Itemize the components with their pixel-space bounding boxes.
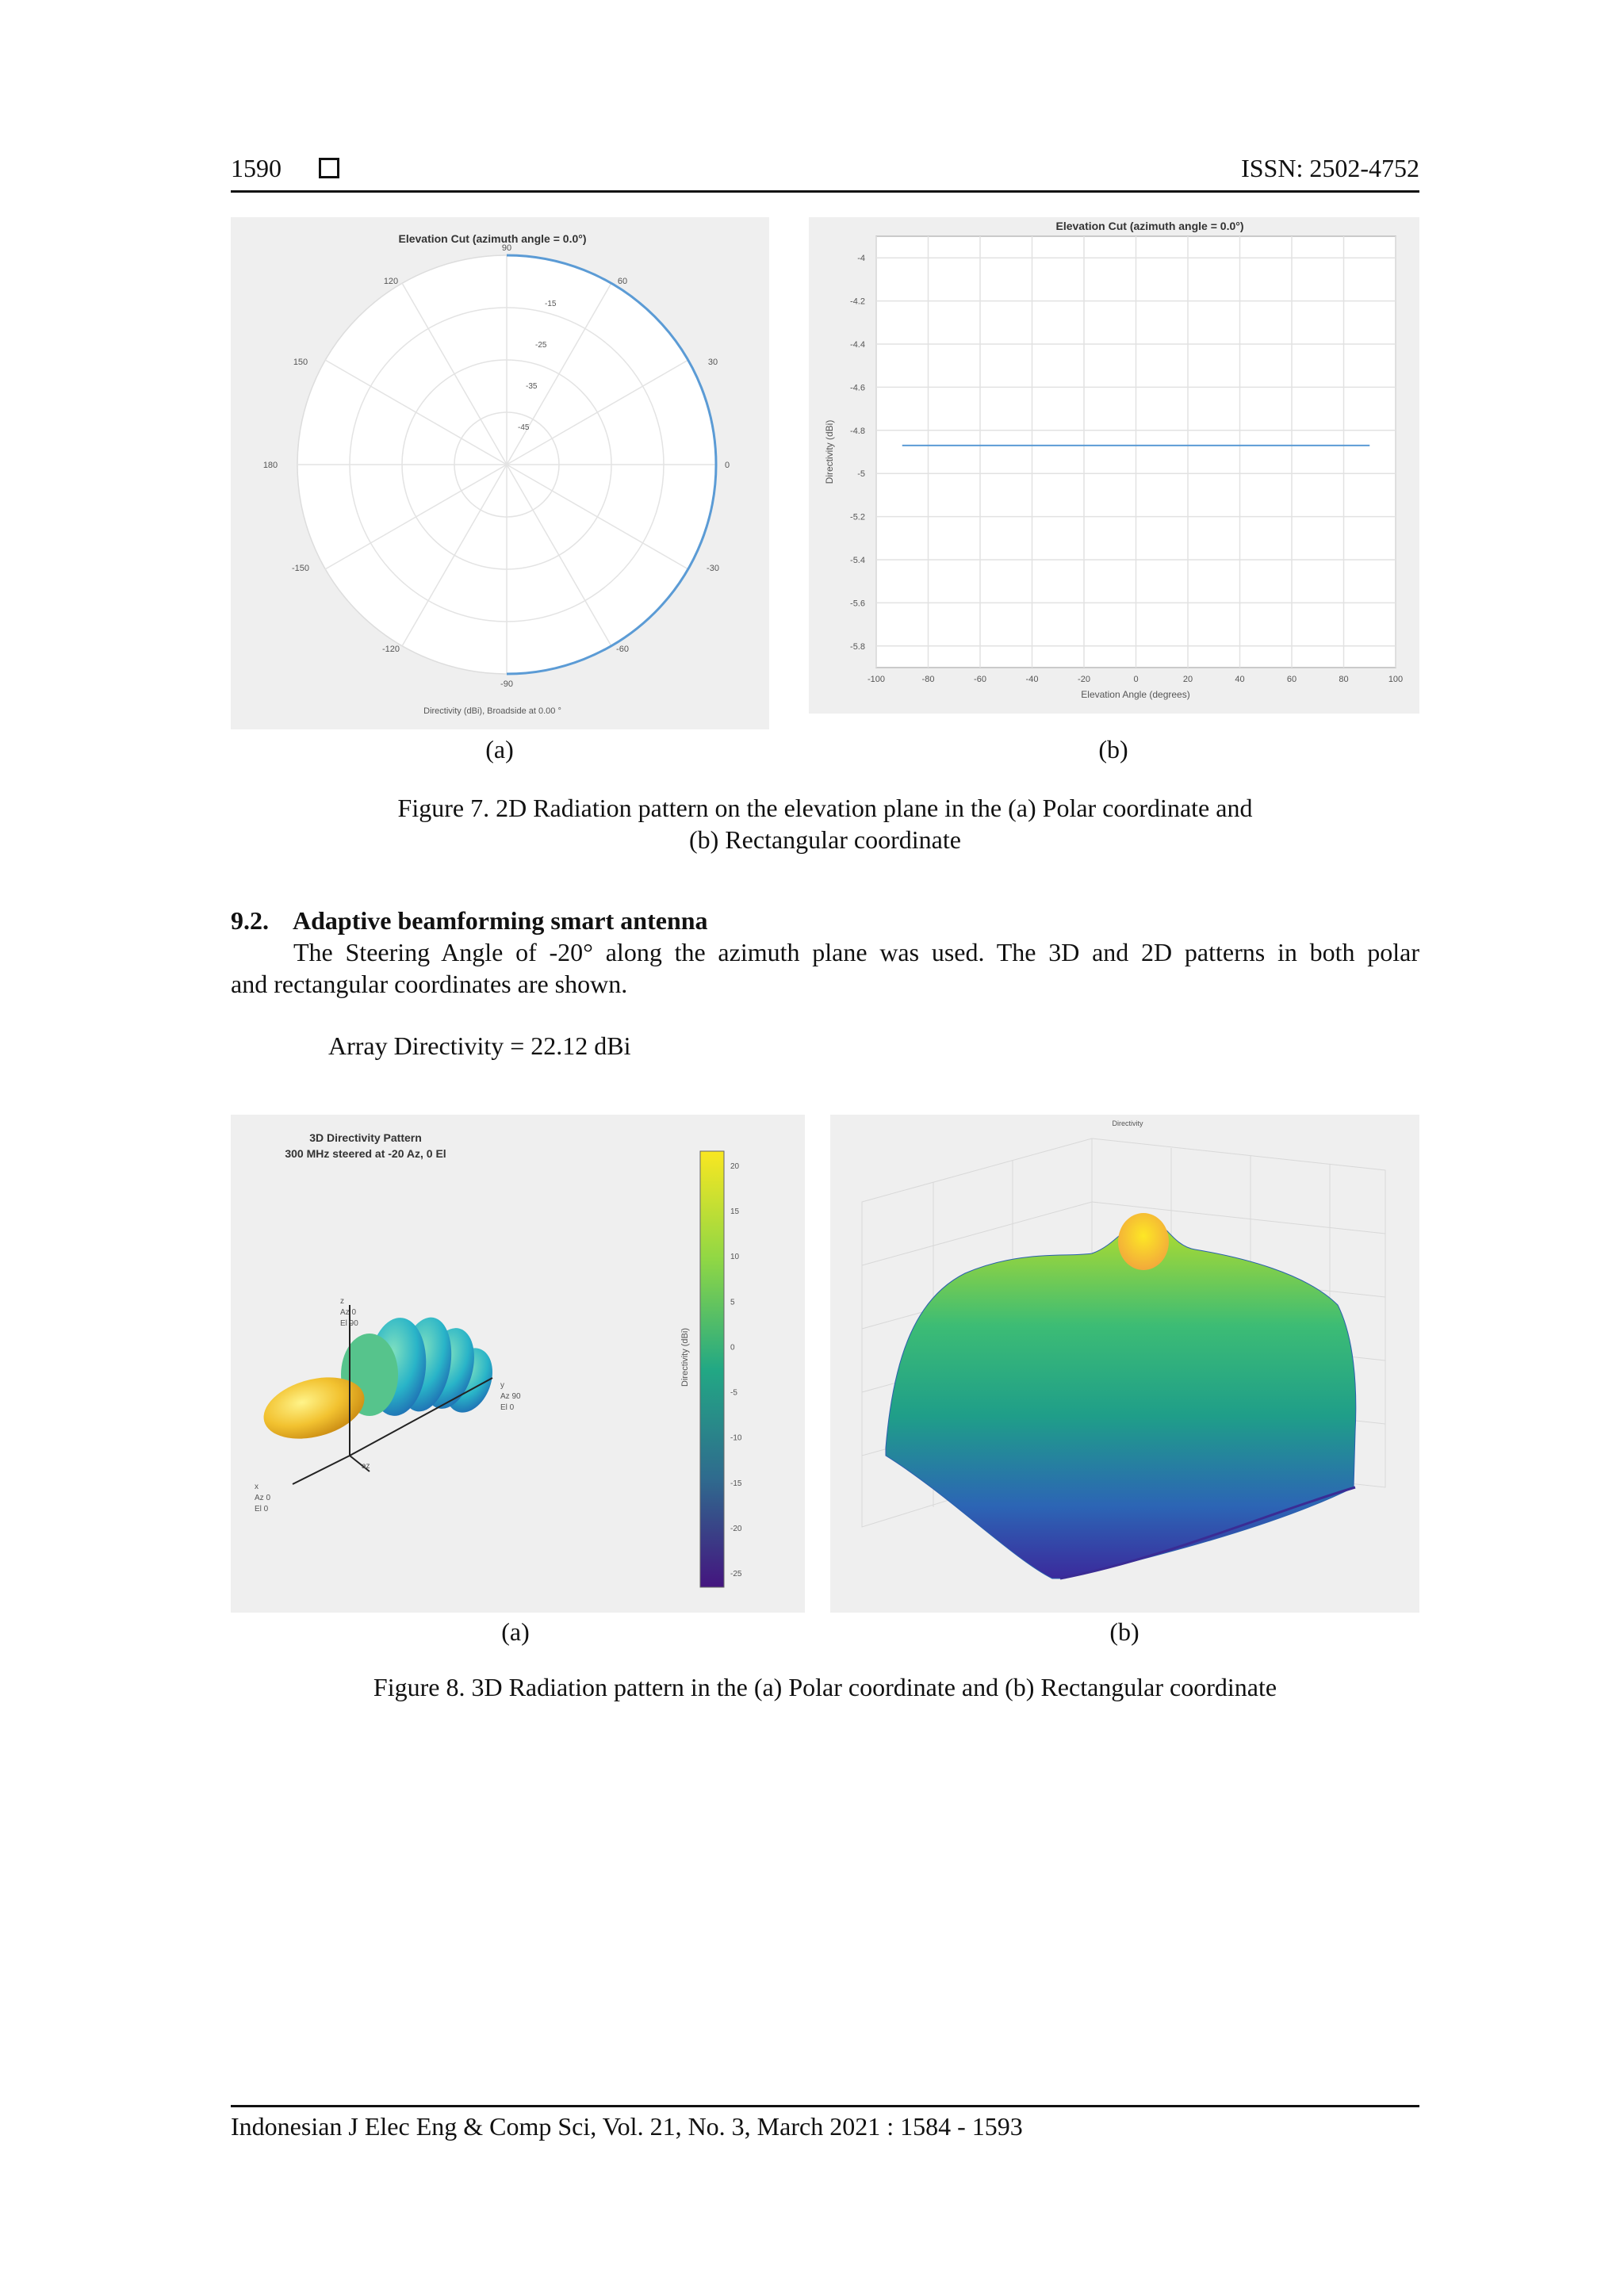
surface-mainlobe-peak	[1118, 1213, 1169, 1270]
z-axis-el: El 90	[340, 1319, 358, 1328]
x-axis-el: El 0	[255, 1505, 269, 1513]
array-directivity-equation: Array Directivity = 22.12 dBi	[328, 1031, 631, 1060]
polar-plot	[231, 217, 769, 729]
figure7-sublabel-a: (a)	[485, 735, 514, 763]
x-tick-label: -20	[1078, 675, 1090, 684]
polar-radial-label: -45	[518, 423, 530, 432]
surface3d-plot	[830, 1115, 1419, 1613]
pattern3d-title-line2: 300 MHz steered at -20 Az, 0 El	[285, 1147, 446, 1160]
x-axis-az: Az 0	[255, 1494, 271, 1502]
figure7-caption-line1: Figure 7. 2D Radiation pattern on the elevation plane in the (a) Polar coordinate and	[397, 794, 1253, 822]
y-tick-label: -5.2	[850, 512, 865, 522]
colorbar	[700, 1151, 724, 1587]
polar-angle-label: -150	[291, 564, 310, 573]
polar-angle-label: 180	[262, 461, 278, 470]
polar-radial-label: -25	[535, 341, 547, 350]
polar-radial-label: -15	[545, 300, 557, 308]
polar-angle-label: -120	[381, 645, 400, 654]
figure8-sublabel-b: (b)	[1109, 1617, 1139, 1646]
polar-angle-label: 0	[724, 461, 730, 470]
figure7-caption-line2: (b) Rectangular coordinate	[689, 825, 961, 854]
figure8-pattern3d-panel	[231, 1115, 805, 1613]
colorbar-tick: -5	[730, 1388, 737, 1398]
section-paragraph-line2: and rectangular coordinates are shown.	[231, 970, 628, 998]
x-axis-label: x	[255, 1483, 259, 1491]
x-tick-label: 0	[1133, 675, 1139, 684]
y-tick-label: -5.8	[850, 641, 865, 652]
rect-y-ticks	[850, 254, 865, 652]
section-heading	[231, 905, 708, 936]
polar-angle-label: 150	[293, 358, 308, 367]
colorbar-tick: 20	[730, 1162, 740, 1171]
colorbar-tick: -10	[730, 1433, 742, 1443]
y-tick-label: -5.6	[850, 599, 865, 609]
footer-citation: Indonesian J Elec Eng & Comp Sci, Vol. 21, No. 3, March 2021 : 1584 - 1593	[231, 2112, 1023, 2141]
polar-radial-label: -35	[526, 382, 538, 391]
y-tick-label: -4.2	[850, 297, 865, 307]
y-tick-label: -5	[857, 469, 865, 480]
z-axis-label: z	[340, 1297, 344, 1306]
colorbar-tick: -25	[730, 1570, 742, 1578]
footer-rule	[231, 2105, 1419, 2107]
surface-title: Directivity	[1112, 1119, 1143, 1127]
polar-angle-label: -60	[616, 645, 629, 654]
colorbar-tick: -20	[730, 1524, 742, 1533]
colorbar-label: Directivity (dBi)	[680, 1328, 690, 1387]
x-tick-label: -100	[867, 675, 886, 684]
figure7-polar-panel	[231, 217, 769, 729]
figure8-caption: Figure 8. 3D Radiation pattern in the (a) Polar coordinate and (b) Rectangular coordinate	[373, 1673, 1277, 1701]
polar-title: Elevation Cut (azimuth angle = 0.0°)	[398, 232, 587, 245]
x-tick-label: 40	[1235, 675, 1245, 684]
x-tick-label: -40	[1025, 675, 1039, 684]
polar-angle-label: 120	[383, 277, 399, 286]
rect-x-ticks	[868, 675, 1403, 684]
x-tick-label: -80	[921, 675, 935, 684]
figure7-sublabel-b: (b)	[1098, 735, 1128, 763]
colorbar-tick: 15	[730, 1207, 740, 1217]
checkbox-bullet-icon	[319, 158, 339, 178]
colorbar-tick: -15	[730, 1479, 742, 1488]
y-tick-label: -5.4	[850, 556, 865, 565]
figure8-sublabel-a: (a)	[501, 1617, 530, 1646]
rect-title: Elevation Cut (azimuth angle = 0.0°)	[1055, 220, 1244, 232]
section-paragraph-line1: The Steering Angle of -20° along the azimuth plane was used. The 3D and 2D patterns in both polar	[293, 938, 1419, 966]
colorbar-ticks	[730, 1162, 742, 1578]
polar-angle-label: 90	[501, 243, 512, 253]
x-tick-label: -60	[974, 675, 986, 684]
x-tick-label: 80	[1339, 675, 1349, 684]
pattern3d-title-line1: 3D Directivity Pattern	[309, 1131, 422, 1144]
x-tick-label: 100	[1388, 675, 1404, 684]
polar-angle-label: 60	[617, 277, 628, 286]
polar-angle-label: -90	[500, 679, 513, 689]
az-marker-label: az	[362, 1462, 370, 1471]
figure7-rect-panel	[809, 217, 1419, 714]
header-rule	[231, 190, 1419, 193]
colorbar-tick: 10	[730, 1253, 740, 1262]
colorbar-tick: 5	[730, 1298, 735, 1307]
directivity-lobes	[257, 1313, 501, 1448]
rect-ylabel: Directivity (dBi)	[824, 419, 835, 484]
colorbar-tick: 0	[730, 1343, 735, 1353]
polar-angle-label: 30	[707, 358, 718, 367]
y-axis-label: y	[500, 1381, 504, 1390]
section-number: 9.2.	[231, 906, 269, 935]
issn-label: ISSN: 2502-4752	[1241, 154, 1419, 182]
y-tick-label: -4.8	[850, 426, 865, 436]
surface-mesh	[886, 1218, 1356, 1578]
rect-xlabel: Elevation Angle (degrees)	[1081, 689, 1190, 700]
y-axis-az: Az 90	[500, 1392, 521, 1401]
x-tick-label: 20	[1182, 675, 1193, 684]
x-tick-label: 60	[1286, 675, 1297, 684]
y-tick-label: -4.6	[850, 383, 865, 393]
section-title: Adaptive beamforming smart antenna	[293, 906, 708, 935]
page-number: 1590	[231, 154, 282, 182]
rect-plot	[809, 217, 1419, 714]
z-axis-az: Az 0	[340, 1308, 357, 1317]
polar-angle-label: -30	[707, 564, 719, 573]
figure8-surface-panel	[830, 1115, 1419, 1613]
pattern3d-plot	[231, 1115, 805, 1613]
y-tick-label: -4	[857, 254, 865, 264]
y-axis-el: El 0	[500, 1403, 515, 1412]
polar-footer: Directivity (dBi), Broadside at 0.00 °	[423, 706, 561, 716]
y-tick-label: -4.4	[850, 340, 865, 350]
